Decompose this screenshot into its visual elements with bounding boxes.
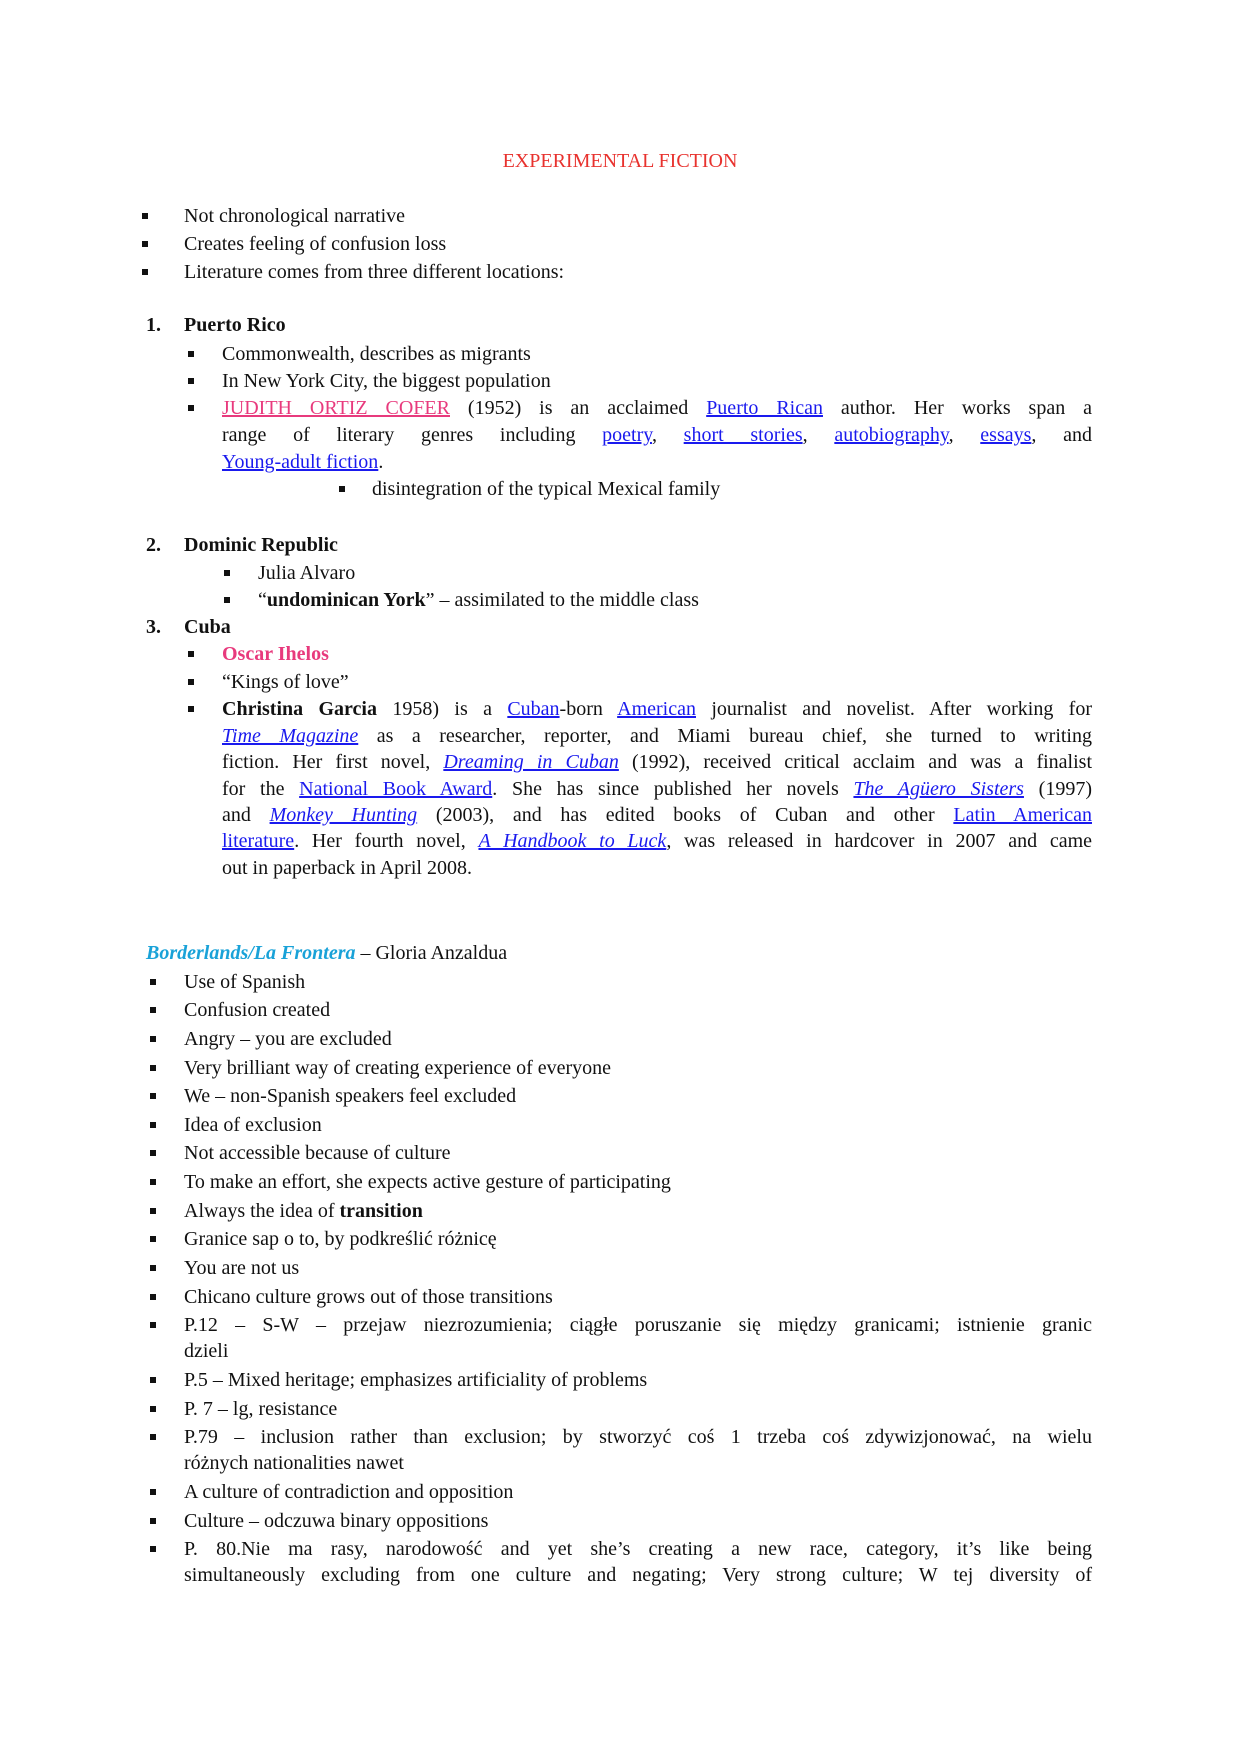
bullet-icon bbox=[188, 679, 194, 685]
bullet-icon bbox=[150, 1093, 156, 1099]
text: “ bbox=[258, 589, 267, 611]
section-number: 3. bbox=[146, 616, 161, 638]
cofer-line-1 bbox=[222, 395, 1092, 421]
list-item bbox=[258, 587, 699, 613]
list-item-continued: simultaneously excluding from one culture and negating; Very strong culture; W tej diversity of bbox=[184, 1564, 1092, 1586]
list-item: In New York City, the biggest population bbox=[222, 370, 551, 392]
bullet-icon bbox=[150, 1065, 156, 1071]
bullet-icon bbox=[150, 1377, 156, 1383]
section-heading: Puerto Rico bbox=[184, 314, 286, 336]
text: range of literary genres including bbox=[222, 424, 603, 446]
literature-link[interactable]: literature bbox=[222, 830, 295, 852]
poetry-link[interactable]: poetry bbox=[602, 424, 652, 446]
bullet-icon bbox=[339, 486, 345, 492]
section-heading: Cuba bbox=[184, 616, 231, 638]
text: (1952) is an acclaimed bbox=[449, 397, 707, 419]
list-item: Idea of exclusion bbox=[184, 1114, 322, 1136]
section-number: 1. bbox=[146, 314, 161, 336]
bullet-icon bbox=[150, 979, 156, 985]
section-number: 2. bbox=[146, 534, 161, 556]
list-item: Julia Alvaro bbox=[258, 562, 356, 584]
list-item: P. 7 – lg, resistance bbox=[184, 1398, 338, 1420]
bullet-icon bbox=[150, 1007, 156, 1013]
list-item: We – non-Spanish speakers feel excluded bbox=[184, 1085, 517, 1107]
american-link[interactable]: American bbox=[617, 698, 696, 720]
national-book-award-link[interactable]: National Book Award bbox=[299, 778, 493, 800]
section-heading: Dominic Republic bbox=[184, 534, 338, 556]
bullet-icon bbox=[188, 378, 194, 384]
list-item: P.12 – S-W – przejaw niezrozumienia; ciągłe poruszanie się między granicami; istnienie granic bbox=[184, 1314, 1092, 1336]
text: , and bbox=[1031, 424, 1092, 446]
garcia-line-7: out in paperback in April 2008. bbox=[222, 857, 472, 879]
text: author. Her works span a bbox=[822, 397, 1092, 419]
text: 1958) is a bbox=[377, 698, 508, 720]
text: , bbox=[651, 424, 657, 446]
garcia-line-3 bbox=[222, 749, 1092, 775]
handbook-to-luck-link[interactable]: A Handbook to Luck bbox=[478, 830, 667, 852]
essays-link[interactable]: essays bbox=[980, 424, 1032, 446]
sub-list-item: disintegration of the typical Mexical family bbox=[372, 478, 721, 500]
cofer-line-2 bbox=[222, 422, 1092, 448]
garcia-line-4 bbox=[222, 776, 1092, 802]
bullet-icon bbox=[150, 1294, 156, 1300]
list-item: To make an effort, she expects active gesture of participating bbox=[184, 1171, 671, 1193]
list-item: Use of Spanish bbox=[184, 971, 306, 993]
bullet-icon bbox=[188, 651, 194, 657]
bullet-icon bbox=[188, 706, 194, 712]
list-item: Culture – odczuwa binary oppositions bbox=[184, 1510, 489, 1532]
puerto-rican-link[interactable]: Puerto Rican bbox=[706, 397, 823, 419]
aguero-sisters-link[interactable]: The Agüero Sisters bbox=[853, 778, 1024, 800]
bullet-icon bbox=[150, 1122, 156, 1128]
bullet-icon bbox=[142, 269, 148, 275]
borderlands-author: – Gloria Anzaldua bbox=[355, 942, 508, 964]
text: fiction. Her first novel, bbox=[222, 751, 444, 773]
bullet-icon bbox=[150, 1208, 156, 1214]
list-item: Oscar Ihelos bbox=[222, 643, 329, 665]
list-item: You are not us bbox=[184, 1257, 300, 1279]
text: (2003), and has edited books of Cuban and other bbox=[417, 804, 954, 826]
list-item-continued: dzieli bbox=[184, 1340, 229, 1362]
text: transition bbox=[339, 1200, 423, 1222]
intro-bullet: Creates feeling of confusion loss bbox=[184, 233, 447, 255]
text: and bbox=[222, 804, 270, 826]
bullet-icon bbox=[142, 241, 148, 247]
text: Christina Garcia bbox=[222, 698, 377, 720]
list-item: P. 80.Nie ma rasy, narodowość and yet she’s creating a new race, category, it’s like being bbox=[184, 1538, 1092, 1560]
list-item: P.79 – inclusion rather than exclusion; by stworzyć coś 1 trzeba coś zdywizjonować, na wielu bbox=[184, 1426, 1092, 1448]
text: . Her fourth novel, bbox=[294, 830, 479, 852]
bullet-icon bbox=[224, 570, 230, 576]
list-item bbox=[184, 1198, 423, 1224]
bullet-icon bbox=[150, 1546, 156, 1552]
garcia-line-6 bbox=[222, 828, 1092, 854]
cuban-link[interactable]: Cuban bbox=[507, 698, 560, 720]
list-item: Not accessible because of culture bbox=[184, 1142, 451, 1164]
list-item: Angry – you are excluded bbox=[184, 1028, 392, 1050]
time-magazine-link[interactable]: Time Magazine bbox=[222, 725, 359, 747]
list-item: Confusion created bbox=[184, 999, 331, 1021]
garcia-line-1 bbox=[222, 696, 1092, 722]
bullet-icon bbox=[150, 1036, 156, 1042]
text: , bbox=[948, 424, 954, 446]
bullet-icon bbox=[150, 1150, 156, 1156]
garcia-line-5 bbox=[222, 802, 1092, 828]
text: ” – assimilated to the middle class bbox=[425, 589, 699, 611]
young-adult-fiction-link[interactable]: Young-adult fiction bbox=[222, 451, 379, 473]
text: for the bbox=[222, 778, 300, 800]
text: (1997) bbox=[1023, 778, 1092, 800]
autobiography-link[interactable]: autobiography bbox=[834, 424, 949, 446]
page-title: EXPERIMENTAL FICTION bbox=[502, 150, 738, 172]
list-item: Commonwealth, describes as migrants bbox=[222, 343, 531, 365]
short-stories-link[interactable]: short stories bbox=[683, 424, 803, 446]
bullet-icon bbox=[150, 1322, 156, 1328]
garcia-line-2 bbox=[222, 723, 1092, 749]
list-item-continued: różnych nationalities nawet bbox=[184, 1452, 404, 1474]
bullet-icon bbox=[150, 1406, 156, 1412]
borderlands-title: Borderlands/La Frontera bbox=[146, 942, 356, 964]
text: (1992), received critical acclaim and was a finalist bbox=[618, 751, 1092, 773]
intro-bullet: Not chronological narrative bbox=[184, 205, 406, 227]
text: Always the idea of bbox=[184, 1200, 340, 1222]
bullet-icon bbox=[224, 597, 230, 603]
text: -born bbox=[559, 698, 618, 720]
monkey-hunting-link[interactable]: Monkey Hunting bbox=[269, 804, 418, 826]
bullet-icon bbox=[150, 1434, 156, 1440]
text: , was released in hardcover in 2007 and came bbox=[666, 830, 1093, 852]
list-item: A culture of contradiction and opposition bbox=[184, 1481, 514, 1503]
text: , bbox=[802, 424, 808, 446]
cofer-line-3 bbox=[222, 449, 383, 475]
bullet-icon bbox=[188, 351, 194, 357]
text: . She has since published her novels bbox=[492, 778, 854, 800]
intro-bullet: Literature comes from three different locations: bbox=[184, 261, 565, 283]
list-item: “Kings of love” bbox=[222, 671, 349, 693]
bullet-icon bbox=[188, 405, 194, 411]
bullet-icon bbox=[150, 1179, 156, 1185]
text: as a researcher, reporter, and Miami bureau chief, she turned to writing bbox=[358, 725, 1092, 747]
dreaming-in-cuban-link[interactable]: Dreaming in Cuban bbox=[443, 751, 619, 773]
bullet-icon bbox=[150, 1518, 156, 1524]
list-item: Very brilliant way of creating experience of everyone bbox=[184, 1057, 612, 1079]
list-item: Granice sap o to, by podkreślić różnicę bbox=[184, 1228, 497, 1250]
bullet-icon bbox=[150, 1489, 156, 1495]
borderlands-heading bbox=[146, 940, 507, 966]
bullet-icon bbox=[150, 1265, 156, 1271]
latin-american-link[interactable]: Latin American bbox=[953, 804, 1092, 826]
cofer-name-link[interactable]: JUDITH ORTIZ COFER bbox=[222, 397, 450, 419]
list-item: P.5 – Mixed heritage; emphasizes artificiality of problems bbox=[184, 1369, 648, 1391]
text: journalist and novelist. After working for bbox=[696, 698, 1093, 720]
bullet-icon bbox=[150, 1236, 156, 1242]
bullet-icon bbox=[142, 213, 148, 219]
list-item: Chicano culture grows out of those transitions bbox=[184, 1286, 553, 1308]
text: . bbox=[378, 451, 384, 473]
text: undominican York bbox=[266, 589, 426, 611]
